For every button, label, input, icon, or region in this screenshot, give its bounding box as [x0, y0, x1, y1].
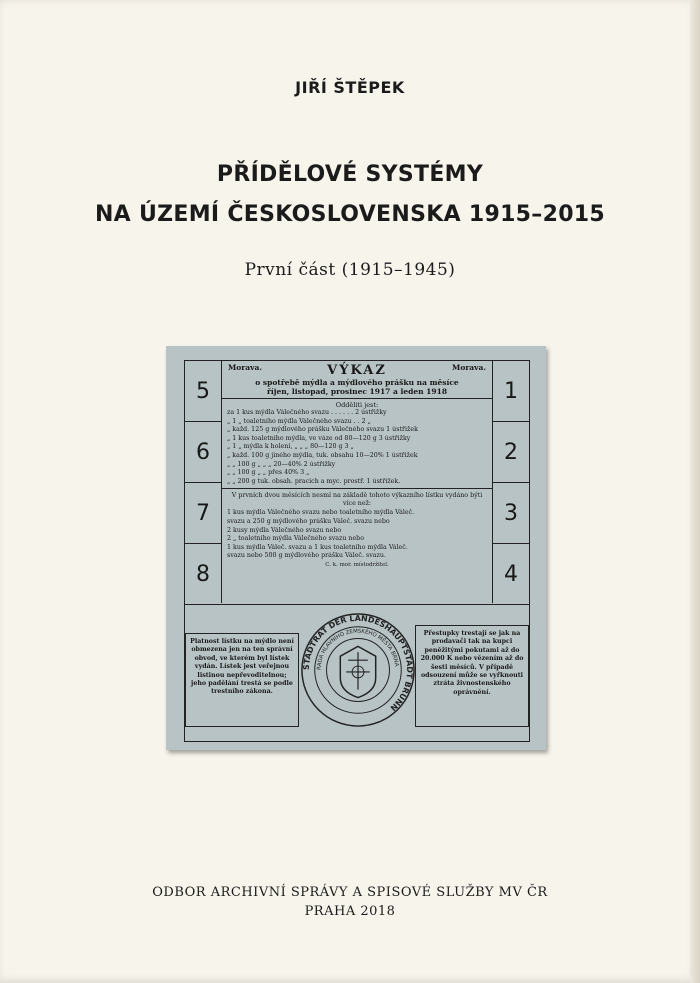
coupon-number: 8 — [196, 561, 210, 587]
card-main-text — [222, 361, 492, 603]
card-header — [222, 361, 492, 378]
page-edge — [690, 0, 700, 983]
publication-place-year: PRAHA 2018 — [304, 904, 396, 919]
left-number-column — [185, 361, 222, 603]
ration-card-frame — [184, 360, 530, 742]
card-line: „ „ 200 g tuk. obsah. pracích a myc. prostř. 1 ústřižek. — [227, 477, 401, 485]
card-line: „ každ. 125 g mýdlového prášku Válečného svazu 1 ústřižek — [227, 426, 418, 434]
limit-line: svazu a 250 g mýdlového prášku Váleč. svazu nebo — [227, 517, 390, 525]
card-line: „ každ. 100 g jiného mýdla, tuk. obsahu 10—20% 1 ústřižek — [227, 451, 418, 459]
limit-line: 1 kus mýdla Váleč. svazu a 1 kus toaletního mýdla Váleč. — [227, 543, 408, 551]
card-line: „ „ 100 g „ „ přes 40% 3 „ — [227, 469, 310, 477]
card-title: VÝKAZ — [327, 363, 387, 378]
coupon-number: 1 — [493, 361, 529, 422]
ration-card-image — [166, 346, 546, 750]
subtitle: První část (1915–1945) — [244, 260, 456, 280]
card-line: „ „ 100 g „ „ „ 20—40% 2 ústřižky — [227, 460, 336, 468]
header-right: Morava. — [452, 363, 486, 372]
official-stamp-icon — [299, 611, 417, 729]
card-line: „ 1 „ toaletního mýdla Válečného svazu . . 2 „ — [227, 417, 371, 425]
publisher-name: ODBOR ARCHIVNÍ SPRÁVY A SPISOVÉ SLUŽBY MV ČR — [152, 885, 548, 900]
limit-line: 2 „ toaletního mýdla Válečného svazu nebo — [227, 535, 365, 543]
validity-notice: Platnost lístku na mýdlo není obmezena jen na ten správní obvod, ve kterém byl lístek vydán. Lístek jest veřejnou listinou nepřevoditelnou; jeho padělání trestá se podle trestního zákona. — [185, 633, 299, 727]
coupon-number: 7 — [185, 483, 221, 544]
title-line-2: NA ÚZEMÍ ČESKOSLOVENSKA 1915–2015 — [94, 202, 606, 227]
limit-line: svazu nebo 500 g mýdlového prášku Váleč. svazu. — [227, 552, 386, 560]
coupon-number: 2 — [493, 422, 529, 483]
divider — [222, 488, 492, 489]
oddeliti-label: Odděliti jest: — [335, 401, 379, 409]
limit-line: 1 kus mýdla Válečného svazu nebo toaletního mýdla Váleč. — [227, 509, 415, 517]
coupon-number: 4 — [504, 561, 518, 587]
header-left: Morava. — [228, 363, 262, 372]
card-bottom-section — [185, 604, 529, 742]
card-subtitle-1: o spotřebě mýdla a mýdlového prášku na měsíce — [255, 378, 459, 387]
penalty-notice: Přestupky trestají se jak na prodavači tak na kupci peněžitými pokutami až do 20.000 K nebo vězením až do šesti měsíců. V případě odsouzení může se vyřknouti ztráta živnostenského oprávnění. — [415, 625, 529, 727]
card-line: „ 1 „ mýdla k holení, „ „ „ 80—120 g 3 „ — [227, 443, 354, 451]
card-subtitle-2: říjen, listopad, prosinec 1917 a leden 1918 — [266, 387, 448, 396]
publisher-block — [0, 883, 700, 921]
right-number-column — [492, 361, 529, 603]
author-name: JIŘÍ ŠTĚPEK — [295, 78, 405, 97]
coupon-number: 5 — [185, 361, 221, 422]
limit-line: 2 kusy mýdla Válečného svazu nebo — [227, 526, 342, 534]
coupon-number: 3 — [493, 483, 529, 544]
card-line: za 1 kus mýdla Válečného svazu . . . . . . 2 ústřižky — [227, 409, 387, 416]
divider — [222, 398, 492, 399]
stamp-outer-text: STADTRAT DER LANDESHAUPTSTADT BRÜNN — [301, 613, 415, 713]
card-line: „ 1 kus toaletního mýdla, ve váze od 80—120 g 3 ústřižky — [227, 434, 411, 442]
title-line-1: PŘÍDĚLOVÉ SYSTÉMY — [216, 162, 484, 187]
coupon-number: 6 — [185, 422, 221, 483]
card-paragraph: V prvních dvou měsících nesmí na základě tohoto výkazního lístku vydáno býti více než: — [231, 492, 483, 508]
stamp-inner-text: RADA HLAVNÍHO ZEMSKÉHO MĚSTA BRNA — [316, 628, 400, 671]
issuer-line: C. k. mor. místodržitel. — [325, 561, 389, 568]
